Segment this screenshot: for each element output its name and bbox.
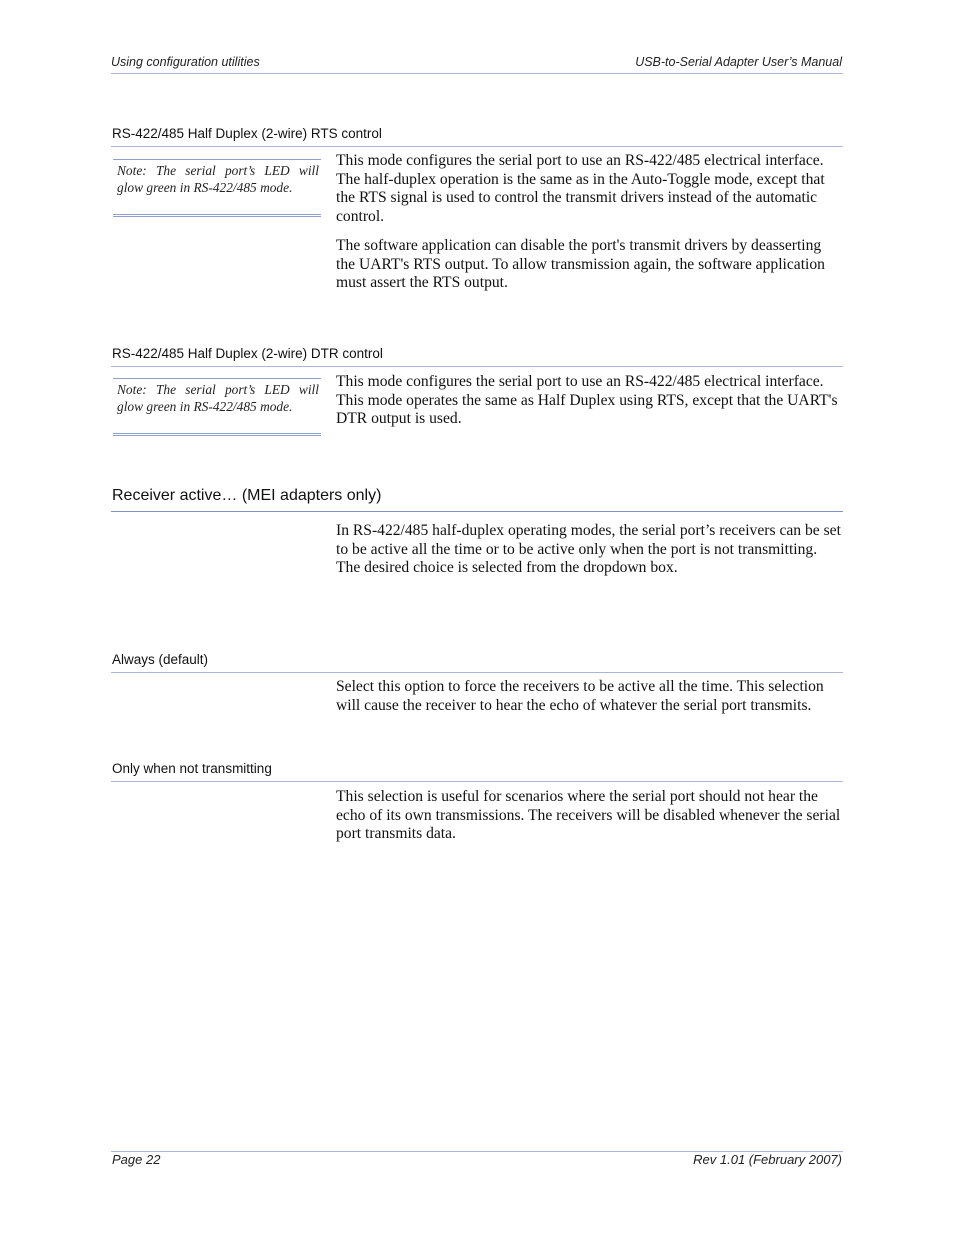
- rts-paragraph-2: The software application can disable the port's transmit drivers by deasserting the UART's RTS output. To allow transmission again, the software application must assert the RTS output.: [336, 237, 825, 292]
- always-paragraph-1: Select this option to force the receivers to be active all the time. This selection will cause the receiver to hear the echo of whatever the serial port transmits.: [336, 678, 824, 714]
- always-heading-rule: [111, 672, 843, 673]
- rts-note-text: Note: The serial port’s LED will glow green in RS-422/485 mode.: [117, 163, 319, 195]
- rts-note-box: [113, 159, 321, 217]
- dtr-heading: RS-422/485 Half Duplex (2-wire) DTR control: [112, 346, 383, 361]
- only-when-heading-rule: [111, 781, 843, 782]
- header-rule: [111, 73, 843, 74]
- revision-info: Rev 1.01 (February 2007): [693, 1152, 842, 1167]
- receiver-heading-rule: [111, 511, 843, 512]
- dtr-paragraph-1: This mode configures the serial port to use an RS-422/485 electrical interface. This mode operates the same as Half Duplex using RTS, except that the UART's DTR output is used.: [336, 373, 838, 428]
- rts-heading: RS-422/485 Half Duplex (2-wire) RTS control: [112, 126, 382, 141]
- dtr-note-box: [113, 378, 321, 436]
- receiver-heading: Receiver active… (MEI adapters only): [112, 487, 382, 504]
- page-number: Page 22: [112, 1152, 161, 1167]
- rts-heading-rule: [111, 146, 843, 147]
- running-header-left: Using configuration utilities: [111, 55, 260, 69]
- only-when-heading: Only when not transmitting: [112, 761, 272, 776]
- dtr-note-text: Note: The serial port’s LED will glow green in RS-422/485 mode.: [117, 382, 319, 414]
- only-when-paragraph-1: This selection is useful for scenarios where the serial port should not hear the echo of its own transmissions. The receivers will be disabled whenever the serial port transmits data.: [336, 788, 841, 843]
- rts-paragraph-1: This mode configures the serial port to use an RS-422/485 electrical interface. The half-duplex operation is the same as in the Auto-Toggle mode, except that the RTS signal is used to control the transmit drivers instead of the automatic control.: [336, 152, 825, 225]
- receiver-paragraph-1: In RS-422/485 half-duplex operating modes, the serial port’s receivers can be set to be active all the time or to be active only when the port is not transmitting. The desired choice is selected from the dropdown box.: [336, 522, 841, 577]
- dtr-heading-rule: [111, 366, 843, 367]
- running-header-right: USB-to-Serial Adapter User’s Manual: [635, 55, 842, 69]
- always-heading: Always (default): [112, 652, 209, 667]
